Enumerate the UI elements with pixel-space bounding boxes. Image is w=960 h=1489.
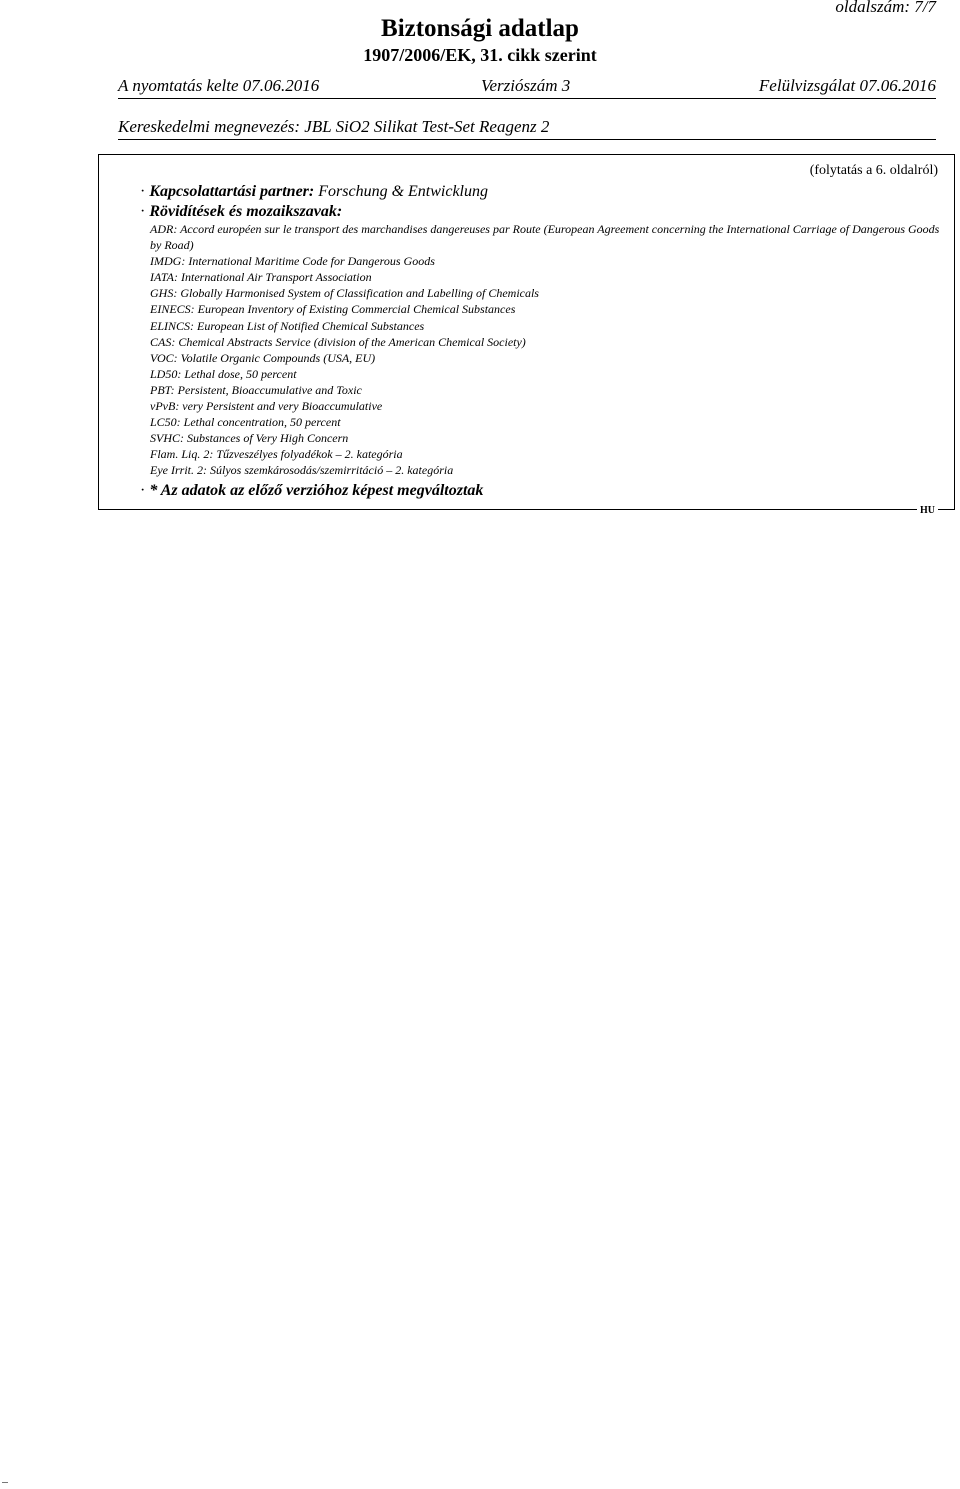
contact-partner-row: [140, 182, 488, 202]
contact-partner-label: Kapcsolattartási partner:: [149, 183, 315, 200]
abbreviation-item: ELINCS: European List of Notified Chemical Substances: [150, 318, 425, 333]
abbreviation-item: vPvB: very Persistent and very Bioaccumulative: [150, 399, 383, 414]
language-code: HU: [917, 505, 938, 516]
abbreviations-heading: Rövidítések és mozaikszavak:: [149, 203, 343, 220]
abbreviation-item: LC50: Lethal concentration, 50 percent: [150, 415, 341, 430]
abbreviation-item: EINECS: European Inventory of Existing Commercial Chemical Substances: [150, 302, 516, 317]
abbreviations-heading-row: [140, 202, 342, 222]
header-divider: [118, 98, 936, 99]
page-number: oldalszám: 7/7: [835, 0, 936, 16]
changed-data-text: * Az adatok az előző verzióhoz képest megváltoztak: [149, 482, 484, 499]
changed-data-note: [140, 481, 483, 501]
contact-partner-value: Forschung & Entwicklung: [318, 183, 488, 200]
abbreviation-item: PBT: Persistent, Bioaccumulative and Toxic: [150, 382, 362, 397]
abbreviation-item: Flam. Liq. 2: Tűzveszélyes folyadékok – 2. kategória: [150, 447, 403, 462]
regulation-subtitle: 1907/2006/EK, 31. cikk szerint: [363, 45, 597, 65]
continued-note: (folytatás a 6. oldalról): [809, 163, 938, 178]
trade-name-divider: [118, 139, 936, 140]
abbreviation-item: LD50: Lethal dose, 50 percent: [150, 366, 297, 381]
print-date: A nyomtatás kelte 07.06.2016: [118, 76, 320, 95]
page-edge-mark: [2, 1482, 8, 1483]
abbreviation-item: GHS: Globally Harmonised System of Classification and Labelling of Chemicals: [150, 286, 539, 301]
abbreviation-item: CAS: Chemical Abstracts Service (division of the American Chemical Society): [150, 334, 526, 349]
bullet-marker: ·: [140, 482, 146, 499]
bullet-marker: ·: [140, 203, 146, 220]
abbreviation-item: ADR: Accord européen sur le transport des marchandises dangereuses par Route (European Agreement concerning the International Carriage of Dangerous Goods by Road): [150, 222, 940, 253]
version-number: Verziószám 3: [481, 76, 571, 95]
abbreviation-item: IMDG: International Maritime Code for Dangerous Goods: [150, 254, 435, 269]
abbreviation-item: VOC: Volatile Organic Compounds (USA, EU): [150, 350, 376, 365]
revision-date: Felülvizsgálat 07.06.2016: [758, 76, 936, 95]
abbreviation-item: SVHC: Substances of Very High Concern: [150, 431, 349, 446]
abbreviation-item: IATA: International Air Transport Association: [150, 270, 372, 285]
abbreviations-list: [150, 221, 940, 479]
trade-name: Kereskedelmi megnevezés: JBL SiO2 Silikat Test-Set Reagenz 2: [118, 117, 550, 136]
document-title: Biztonsági adatlap: [381, 15, 579, 42]
abbreviation-item: Eye Irrit. 2: Súlyos szemkárosodás/szemirritáció – 2. kategória: [150, 463, 454, 478]
bullet-marker: ·: [140, 183, 146, 200]
